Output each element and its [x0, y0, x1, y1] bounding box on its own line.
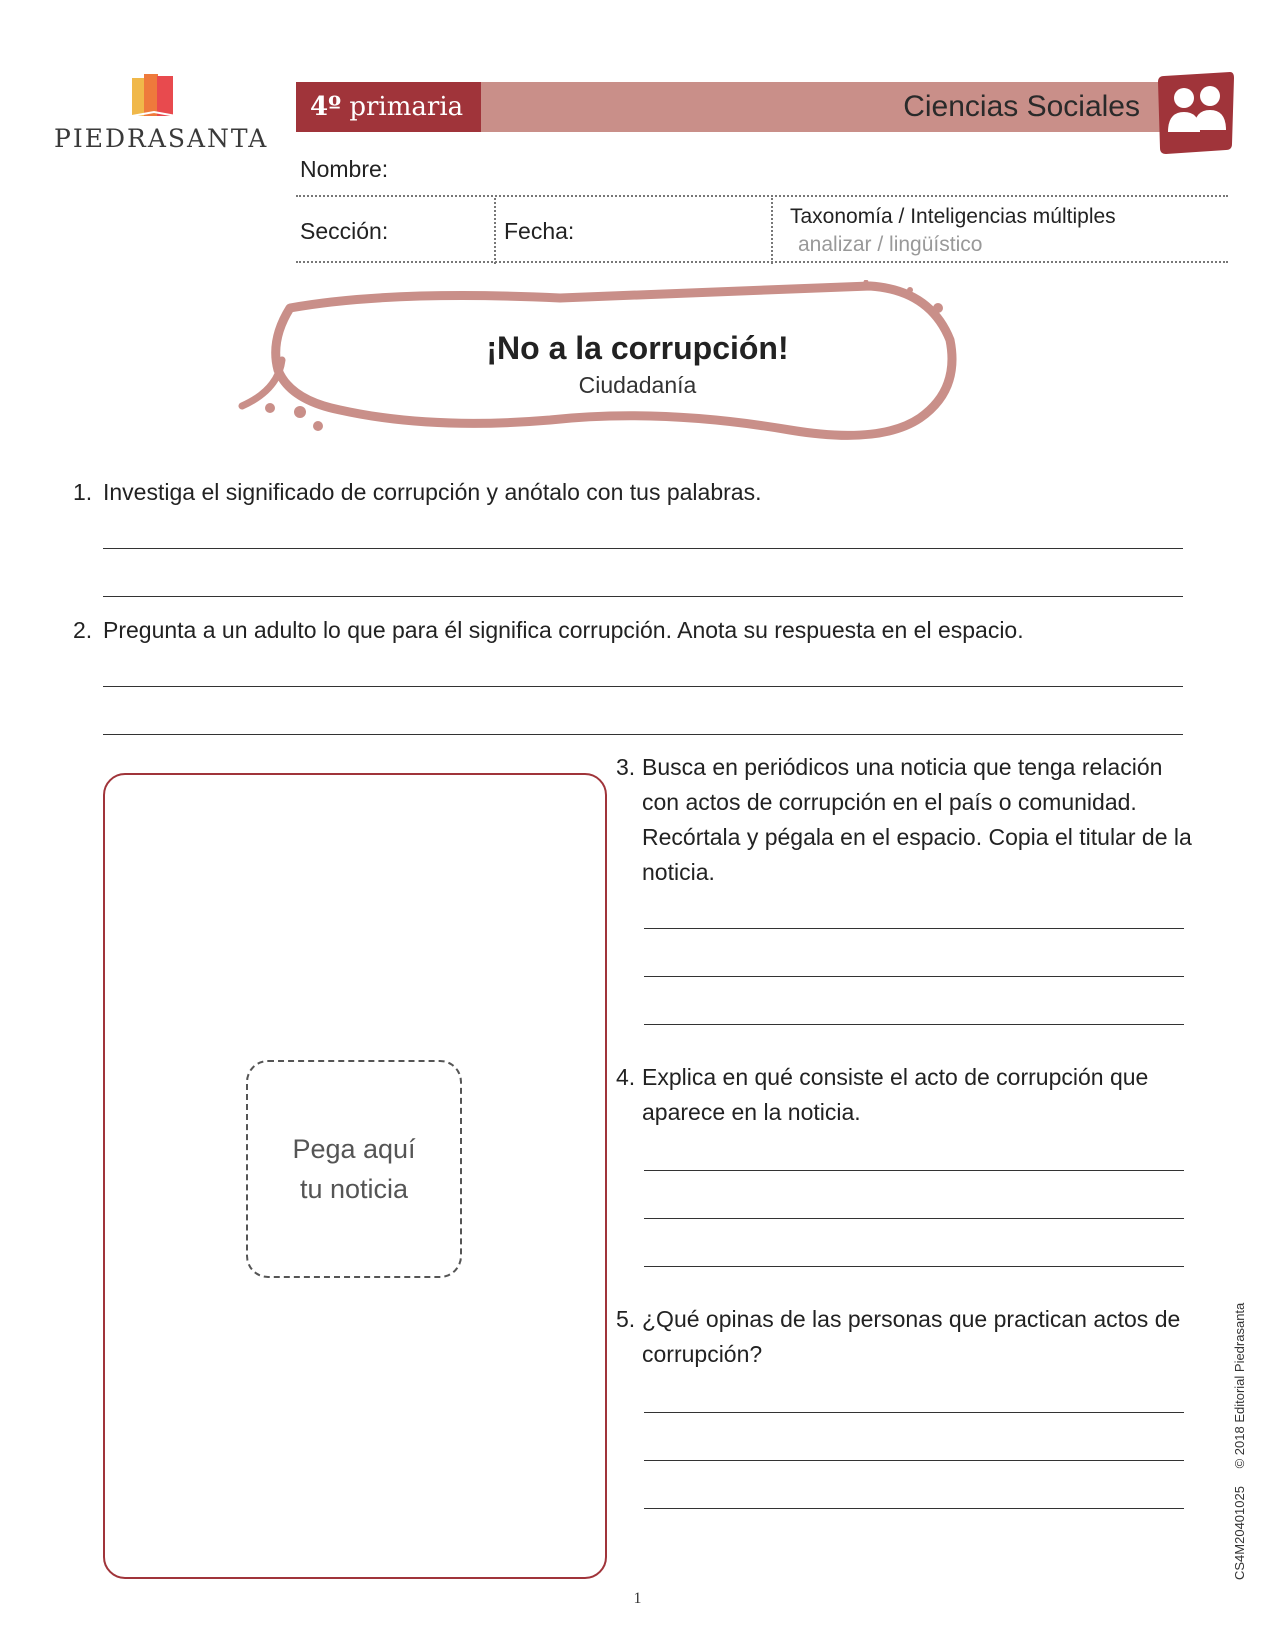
- answer-line[interactable]: [644, 1460, 1184, 1461]
- answer-line[interactable]: [103, 734, 1183, 735]
- product-code: CS4M20401025: [1232, 1486, 1247, 1580]
- book-logo-icon: [130, 72, 178, 118]
- subject-title: Ciencias Sociales: [903, 90, 1140, 123]
- name-label: Nombre:: [300, 156, 389, 182]
- worksheet-title: ¡No a la corrupción!: [486, 330, 789, 366]
- question-text: ¿Qué opinas de las personas que practican actos de corrupción?: [642, 1306, 1181, 1367]
- question-text: Investiga el significado de corrupción y anótalo con tus palabras.: [103, 479, 762, 505]
- people-icon: [1156, 70, 1236, 156]
- question-text: Busca en periódicos una noticia que tenga relación con actos de corrupción en el país o comunidad. Recórtala y pégala en el espacio. Copia el titular de la noticia.: [642, 754, 1192, 885]
- answer-line[interactable]: [103, 548, 1183, 549]
- section-label: Sección:: [300, 218, 389, 244]
- side-credit: [1232, 1289, 1247, 1580]
- answer-line[interactable]: [644, 1412, 1184, 1413]
- answer-line[interactable]: [644, 1266, 1184, 1267]
- question-5: [616, 1302, 1192, 1372]
- paste-text-line2: tu noticia: [299, 1174, 409, 1204]
- question-number: 2.: [73, 617, 93, 643]
- answer-line[interactable]: [644, 1508, 1184, 1509]
- copyright-text: © 2018 Editorial Piedrasanta: [1232, 1302, 1247, 1469]
- question-4: [616, 1060, 1192, 1130]
- question-text: Pregunta a un adulto lo que para él significa corrupción. Anota su respuesta en el espacio.: [103, 617, 1024, 643]
- question-number: 1.: [73, 479, 93, 505]
- question-1: [73, 475, 1183, 510]
- question-3: [616, 750, 1192, 890]
- question-2: [73, 613, 1183, 648]
- paste-here-box[interactable]: [246, 1060, 462, 1278]
- grade-subject-bar: [296, 82, 1166, 132]
- answer-line[interactable]: [644, 1218, 1184, 1219]
- question-number: 4.: [616, 1064, 636, 1090]
- question-text: Explica en qué consiste el acto de corrupción que aparece en la noticia.: [642, 1064, 1149, 1125]
- name-line: [296, 195, 1228, 197]
- answer-line[interactable]: [103, 686, 1183, 687]
- page-number: 1: [633, 1590, 642, 1607]
- date-divider: [771, 198, 773, 264]
- question-number: 3.: [616, 754, 636, 780]
- answer-line[interactable]: [103, 596, 1183, 597]
- answer-line[interactable]: [644, 1024, 1184, 1025]
- grade-tab: [296, 82, 481, 132]
- answer-line[interactable]: [644, 928, 1184, 929]
- paste-text-line1: Pega aquí: [292, 1134, 416, 1164]
- taxonomy-value: analizar / lingüístico: [798, 233, 983, 256]
- brand-name: PIEDRASANTA: [54, 124, 269, 153]
- date-label: Fecha:: [504, 218, 575, 244]
- section-divider: [494, 198, 496, 264]
- publisher-logo: [54, 72, 269, 162]
- grade-label: primaria: [349, 92, 464, 122]
- taxonomy-label: Taxonomía / Inteligencias múltiples: [790, 205, 1116, 228]
- answer-line[interactable]: [644, 976, 1184, 977]
- grade-number: 4º: [310, 92, 342, 122]
- worksheet-subtitle: Ciudadanía: [578, 372, 697, 398]
- title-bubble: [230, 280, 980, 460]
- question-number: 5.: [616, 1306, 636, 1332]
- answer-line[interactable]: [644, 1170, 1184, 1171]
- section-line: [296, 261, 1228, 263]
